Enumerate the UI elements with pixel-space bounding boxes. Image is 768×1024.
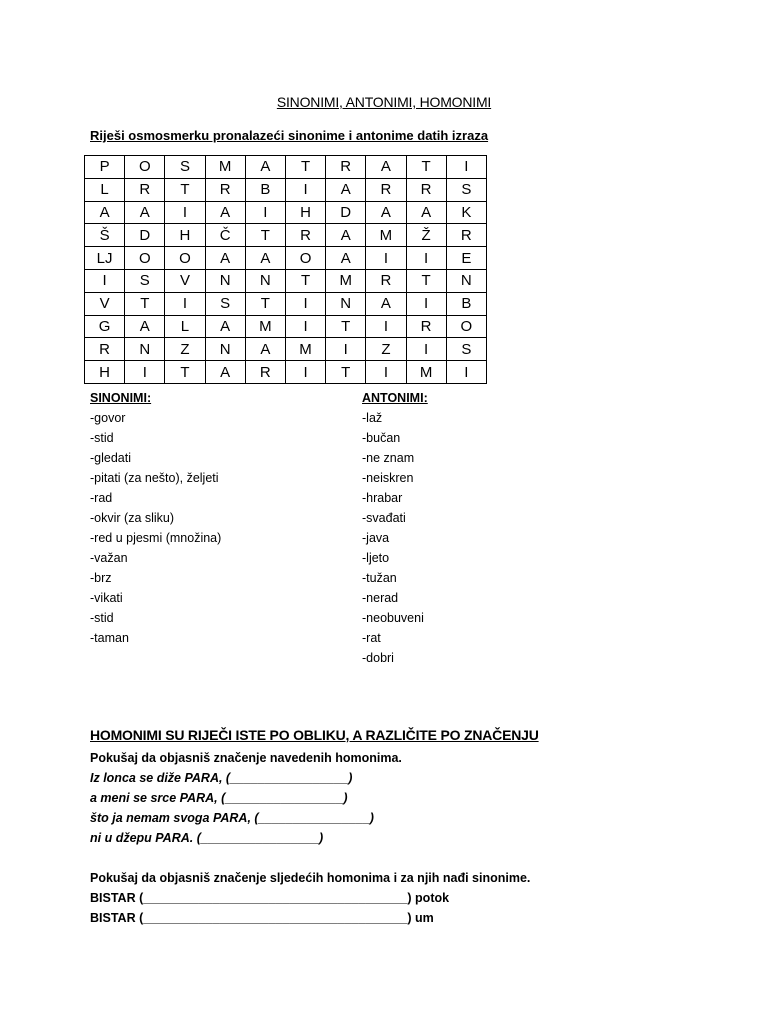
antonym-item: -neiskren (362, 471, 414, 485)
grid-cell: R (326, 156, 366, 179)
grid-cell: R (366, 269, 406, 292)
grid-row (85, 292, 487, 315)
homonyms-heading: HOMONIMI SU RIJEČI ISTE PO OBLIKU, A RAZLIČITE PO ZNAČENJU (90, 727, 539, 743)
grid-cell: R (366, 178, 406, 201)
grid-cell: A (245, 338, 285, 361)
grid-cell: N (326, 292, 366, 315)
grid-cell: I (366, 247, 406, 270)
grid-cell: R (406, 315, 446, 338)
synonym-item: -stid (90, 611, 114, 625)
grid-cell: I (165, 201, 205, 224)
grid-cell: A (205, 361, 245, 384)
grid-cell: I (406, 338, 446, 361)
antonym-item: -nerad (362, 591, 399, 605)
task-1-instruction: Pokušaj da objasniš značenje navedenih homonima. (90, 751, 402, 765)
grid-cell: A (245, 247, 285, 270)
grid-cell: R (205, 178, 245, 201)
grid-cell: N (205, 269, 245, 292)
grid-cell: D (125, 224, 165, 247)
grid-cell: N (205, 338, 245, 361)
grid-cell: R (446, 224, 486, 247)
grid-cell: S (165, 156, 205, 179)
grid-cell: T (165, 361, 205, 384)
grid-cell: D (326, 201, 366, 224)
grid-cell: T (406, 269, 446, 292)
grid-cell: S (125, 269, 165, 292)
grid-cell: T (285, 156, 325, 179)
grid-cell: M (326, 269, 366, 292)
poem-line: što ja nemam svoga PARA, (________________) (90, 811, 374, 825)
antonym-item: -java (362, 531, 390, 545)
grid-cell: I (285, 292, 325, 315)
poem-line: Iz lonca se diže PARA, (_________________) (90, 771, 353, 785)
grid-cell: I (326, 338, 366, 361)
synonym-item: -važan (90, 551, 128, 565)
antonyms-list (362, 388, 428, 668)
grid-cell: O (446, 315, 486, 338)
grid-cell: V (85, 292, 125, 315)
grid-cell: H (85, 361, 125, 384)
antonym-item: -dobri (362, 651, 394, 665)
grid-cell: Z (366, 338, 406, 361)
grid-cell: A (366, 292, 406, 315)
grid-cell: I (125, 361, 165, 384)
grid-cell: G (85, 315, 125, 338)
instruction: Riješi osmosmerku pronalazeći sinonime i antonime datih izraza (90, 128, 489, 143)
grid-cell: I (285, 178, 325, 201)
grid-row (85, 247, 487, 270)
antonym-item: -tužan (362, 571, 397, 585)
antonym-item: -ljeto (362, 551, 390, 565)
grid-cell: I (406, 292, 446, 315)
grid-cell: V (165, 269, 205, 292)
grid-cell: I (446, 156, 486, 179)
grid-cell: M (406, 361, 446, 384)
antonym-item: -ne znam (362, 451, 415, 465)
grid-cell: A (245, 156, 285, 179)
antonym-item: -svađati (362, 511, 406, 525)
grid-cell: I (285, 315, 325, 338)
antonym-item: -rat (362, 631, 381, 645)
grid-cell: B (446, 292, 486, 315)
synonym-item: -rad (90, 491, 113, 505)
grid-row (85, 361, 487, 384)
grid-cell: R (245, 361, 285, 384)
grid-cell: T (285, 269, 325, 292)
grid-cell: K (446, 201, 486, 224)
grid-row (85, 224, 487, 247)
grid-cell: A (205, 201, 245, 224)
grid-cell: T (245, 292, 285, 315)
grid-cell: T (125, 292, 165, 315)
grid-cell: S (205, 292, 245, 315)
grid-cell: S (446, 338, 486, 361)
grid-cell: A (326, 178, 366, 201)
grid-row (85, 315, 487, 338)
grid-cell: T (326, 315, 366, 338)
synonym-item: -taman (90, 631, 129, 645)
antonym-item: -laž (362, 411, 383, 425)
grid-cell: L (85, 178, 125, 201)
homonyms-task-2 (90, 868, 530, 928)
bistar-line-1: BISTAR (______________________________________) potok (90, 891, 450, 905)
antonym-item: -hrabar (362, 491, 403, 505)
grid-cell: A (406, 201, 446, 224)
grid-cell: A (125, 315, 165, 338)
grid-cell: H (285, 201, 325, 224)
grid-cell: T (326, 361, 366, 384)
grid-row (85, 201, 487, 224)
grid-cell: A (326, 224, 366, 247)
grid-cell: A (125, 201, 165, 224)
synonym-item: -okvir (za sliku) (90, 511, 175, 525)
bistar-line-2: BISTAR (______________________________________) um (90, 911, 434, 925)
grid-cell: T (165, 178, 205, 201)
grid-cell: H (165, 224, 205, 247)
grid-cell: O (285, 247, 325, 270)
grid-cell: I (165, 292, 205, 315)
grid-cell: Z (165, 338, 205, 361)
synonyms-heading: SINONIMI: (90, 391, 152, 405)
grid-cell: R (406, 178, 446, 201)
grid-cell: M (205, 156, 245, 179)
synonyms-list (90, 388, 221, 648)
grid-cell: M (245, 315, 285, 338)
synonym-item: -pitati (za nešto), željeti (90, 471, 219, 485)
synonym-item: -brz (90, 571, 112, 585)
page-title: SINONIMI, ANTONIMI, HOMONIMI (276, 94, 492, 110)
grid-cell: I (85, 269, 125, 292)
synonym-item: -red u pjesmi (množina) (90, 531, 222, 545)
grid-cell: N (125, 338, 165, 361)
grid-cell: I (446, 361, 486, 384)
grid-cell: I (245, 201, 285, 224)
synonym-item: -vikati (90, 591, 123, 605)
grid-cell: O (125, 247, 165, 270)
grid-cell: Ž (406, 224, 446, 247)
grid-cell: N (245, 269, 285, 292)
grid-cell: M (285, 338, 325, 361)
grid-cell: A (205, 247, 245, 270)
synonym-item: -govor (90, 411, 126, 425)
grid-cell: A (326, 247, 366, 270)
word-search-grid (84, 155, 487, 384)
grid-cell: A (366, 156, 406, 179)
grid-cell: S (446, 178, 486, 201)
synonym-item: -stid (90, 431, 114, 445)
grid-cell: E (446, 247, 486, 270)
task-2-instruction: Pokušaj da objasniš značenje sljedećih homonima i za njih nađi sinonime. (90, 871, 531, 885)
antonym-item: -neobuveni (362, 611, 424, 625)
homonyms-task-1 (90, 748, 402, 848)
synonym-item: -gledati (90, 451, 131, 465)
grid-cell: Š (85, 224, 125, 247)
grid-row (85, 269, 487, 292)
grid-cell: R (85, 338, 125, 361)
grid-cell: I (406, 247, 446, 270)
grid-cell: N (446, 269, 486, 292)
grid-cell: M (366, 224, 406, 247)
grid-cell: R (125, 178, 165, 201)
grid-cell: I (366, 361, 406, 384)
grid-cell: O (165, 247, 205, 270)
grid-cell: O (125, 156, 165, 179)
grid-cell: T (406, 156, 446, 179)
grid-cell: LJ (85, 247, 125, 270)
poem-line: ni u džepu PARA. (_________________) (90, 831, 324, 845)
grid-cell: A (366, 201, 406, 224)
antonyms-heading: ANTONIMI: (362, 391, 428, 405)
grid-cell: Č (205, 224, 245, 247)
grid-row (85, 156, 487, 179)
grid-cell: R (285, 224, 325, 247)
grid-cell: A (85, 201, 125, 224)
grid-cell: A (205, 315, 245, 338)
grid-row (85, 178, 487, 201)
antonym-item: -bučan (362, 431, 401, 445)
grid-cell: I (285, 361, 325, 384)
grid-row (85, 338, 487, 361)
grid-cell: P (85, 156, 125, 179)
grid-cell: T (245, 224, 285, 247)
poem-line: a meni se srce PARA, (_________________) (90, 791, 348, 805)
grid-cell: I (366, 315, 406, 338)
grid-cell: L (165, 315, 205, 338)
grid-cell: B (245, 178, 285, 201)
